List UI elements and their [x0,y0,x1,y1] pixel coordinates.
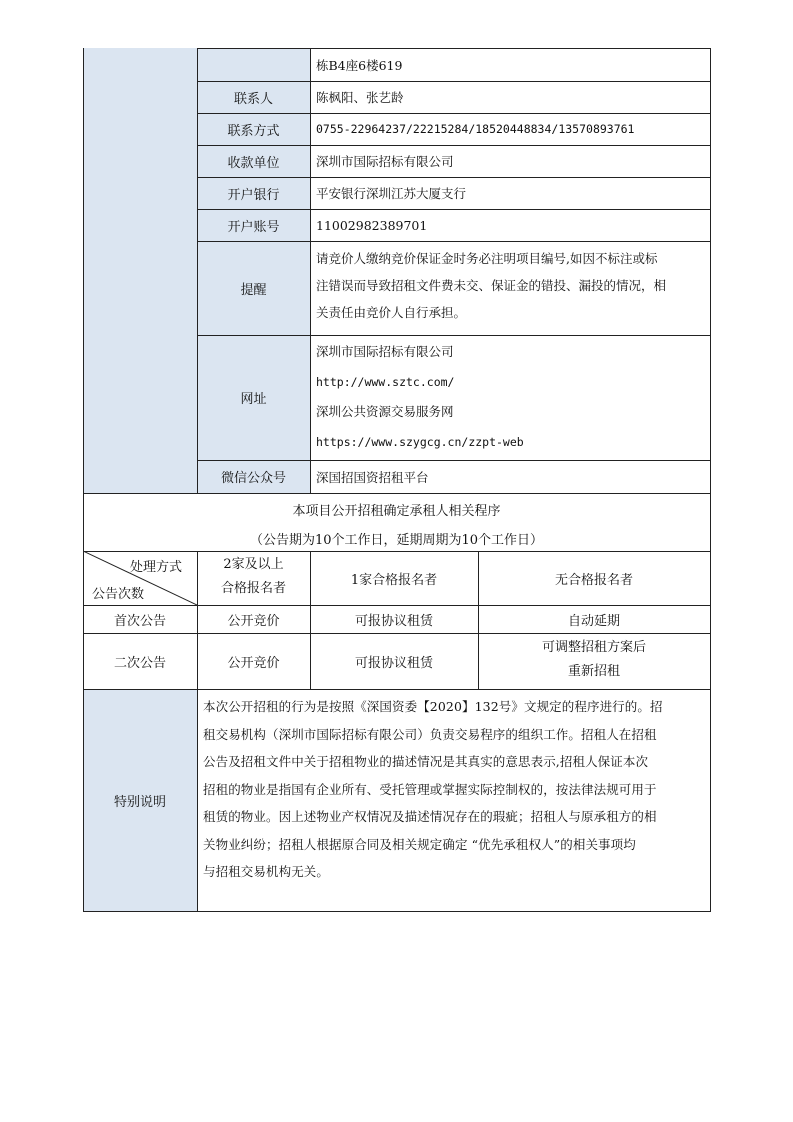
value-website [316,337,706,457]
value-payee: 深圳市国际招标有限公司 [316,154,454,169]
table-border [83,493,711,494]
table-border [83,633,711,634]
diag-top-label: 处理方式 [130,560,183,575]
value-bank: 平安银行深圳江苏大厦支行 [316,186,467,201]
procedure-subtitle: （公告期为10个工作日，延期周期为10个工作日） [249,533,544,548]
table-border [197,48,198,493]
special-note-line: 关物业纠纷；招租人根据原合同及相关规定确定 “优先承租权人”的相关事项均 [203,836,636,852]
label-address [197,48,310,81]
table-border [83,605,711,606]
header-col1 [197,553,310,601]
special-note-line: 与招租交易机构无关。 [203,864,330,879]
diagonal-divider [83,551,197,605]
website-link[interactable]: https://www.szygcg.cn/zzpt-web [316,435,524,449]
label-bank: 开户银行 [227,187,280,203]
special-note-line: 公告及招租文件中关于招租物业的描述情况是其真实的意思表示,招租人保证本次 [203,754,649,769]
website-link[interactable]: http://www.sztc.com/ [316,375,455,389]
special-note-line: 招租的物业是指国有企业所有、受托管理或掌握实际控制权的，按法律法规可用于 [203,781,657,797]
value-wechat: 深国招国资招租平台 [316,469,429,485]
value-phone: 0755-22964237/22215284/18520448834/13570893761 [316,122,635,136]
table-border [197,551,198,689]
row-second-c3-line: 可调整招租方案后 [541,640,646,655]
table-border [478,551,479,689]
header-col3: 无合格报名者 [554,572,633,588]
label-account: 开户账号 [227,219,280,235]
header-col2: 1家合格报名者 [350,572,438,588]
table-border [310,48,311,493]
label-wechat: 微信公众号 [220,471,286,486]
value-account: 11002982389701 [316,217,428,233]
row-second-label: 二次公告 [113,655,166,671]
special-note-line: 本次公开招租的行为是按照《深国资委【2020】132号》文规定的程序进行的。招 [203,699,663,714]
table-border [197,209,711,210]
row-first-c2: 可报协议租赁 [354,613,433,629]
row-first-c1: 公开竞价 [227,613,280,629]
row-first-label: 首次公告 [113,613,166,629]
website-line: 深圳公共资源交易服务网 [316,404,454,419]
left-gutter [83,48,197,493]
table-border [197,81,711,82]
value-reminder [316,245,706,326]
table-border [197,113,711,114]
header-col1-line: 合格报名者 [220,581,286,596]
table-border [197,335,711,336]
row-second-c3 [478,636,710,684]
label-reminder: 提醒 [240,282,267,298]
label-phone: 联系方式 [227,123,280,139]
row-first-c3: 自动延期 [567,613,620,629]
reminder-line: 关责任由竞价人自行承担。 [316,305,467,320]
table-border [83,911,711,912]
special-note-text [203,693,707,886]
row-second-c1: 公开竞价 [227,655,280,671]
label-payee: 收款单位 [227,155,280,171]
special-note-line: 租赁的物业。因上述物业产权情况及描述情况存在的瑕疵；招租人与原承租方的相 [203,809,657,824]
special-note-line: 租交易机构（深圳市国际招标有限公司）负责交易程序的组织工作。招租人在招租 [203,726,657,742]
table-border [197,460,711,461]
reminder-line: 注错误而导致招租文件费未交、保证金的错投、漏投的情况，相 [316,278,667,293]
header-col1-line: 2家及以上 [223,557,284,572]
row-second-c2: 可报协议租赁 [354,655,433,671]
procedure-title: 本项目公开招租确定承租人相关程序 [292,504,501,519]
special-note-label: 特别说明 [113,794,166,810]
reminder-line: 请竞价人缴纳竞价保证金时务必注明项目编号,如因不标注或标 [316,251,658,266]
table-border [197,48,711,49]
table-border [83,689,711,690]
table-border [83,48,84,912]
website-line: 深圳市国际招标有限公司 [316,344,454,359]
value-contact-person: 陈枫阳、张艺龄 [316,90,404,105]
diag-bottom-label: 公告次数 [92,587,145,602]
label-contact-person: 联系人 [233,91,273,107]
label-website: 网址 [240,392,267,407]
table-border [197,241,711,242]
value-address: 栋B4座6楼619 [316,57,403,73]
table-border [197,177,711,178]
row-second-c3-line: 重新招租 [567,664,620,679]
table-border [310,551,311,689]
table-border [197,145,711,146]
table-border [197,689,198,911]
